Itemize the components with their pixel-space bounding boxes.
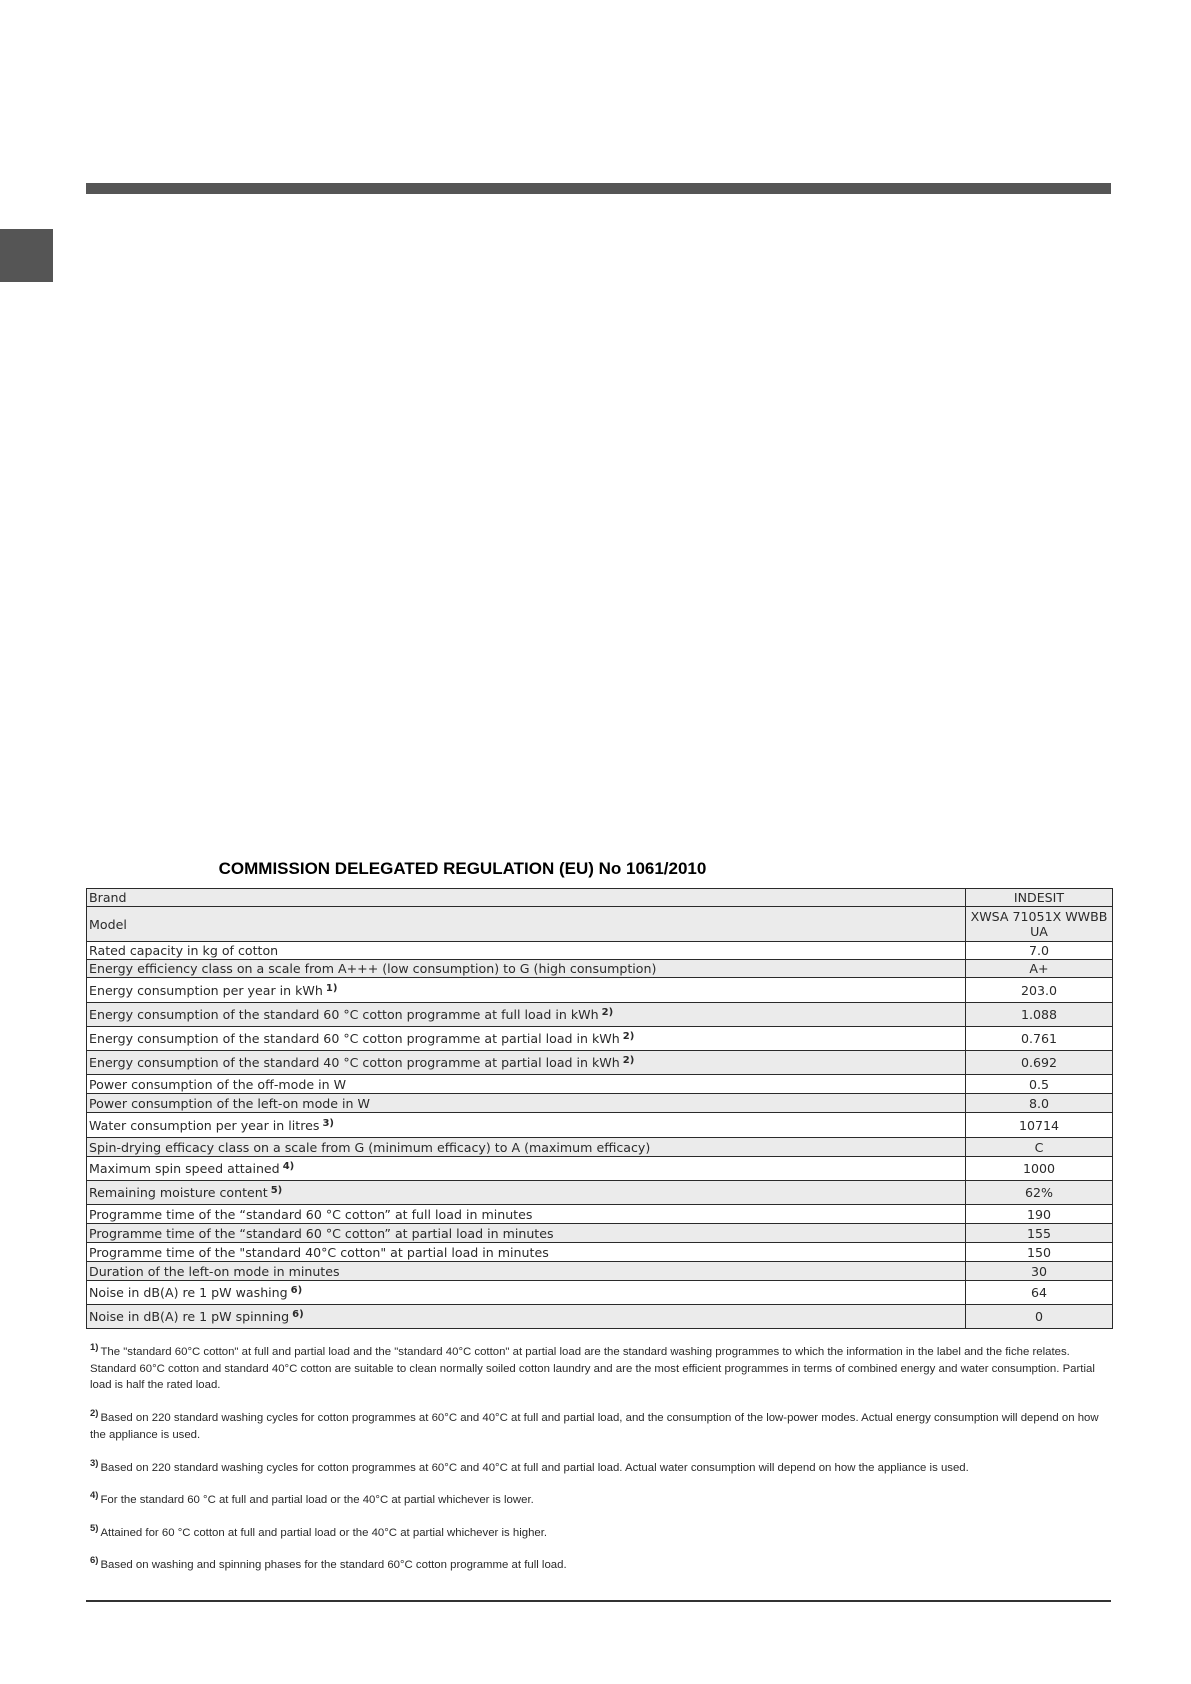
table-row: [87, 1262, 1113, 1281]
table-row: [87, 942, 1113, 960]
table-row: [87, 1181, 1113, 1205]
footnotes: [90, 1340, 1110, 1586]
footnote-2: $^{2)}$ Based on 220 standard washing cycles for cotton programmes at 60°C and 40°C at full and partial load, and the consumption of the low-power modes. Actual energy consumption will depend on how the appliance is used.: [90, 1408, 1099, 1441]
footnote-6: $^{6)}$ Based on washing and spinning phases for the standard 60°C cotton programme at full load.: [90, 1555, 567, 1572]
row-value: 0: [966, 1305, 1113, 1329]
footnote-ref: 3): [322, 1117, 334, 1129]
row-label: Maximum spin speed attained $^{4)}$: [87, 1157, 966, 1181]
table-row: [87, 889, 1113, 907]
row-label: Energy consumption per year in kWh $^{1)}$: [87, 978, 966, 1003]
row-value: 190: [966, 1205, 1113, 1224]
row-label: Power consumption of the off-mode in W: [87, 1075, 966, 1094]
table-row: [87, 1281, 1113, 1305]
table-row: [87, 1305, 1113, 1329]
row-value: C: [966, 1138, 1113, 1157]
row-value: 30: [966, 1262, 1113, 1281]
table-row: [87, 1157, 1113, 1181]
row-value: 203.0: [966, 978, 1113, 1003]
footer-rule: [86, 1600, 1111, 1602]
row-value: 155: [966, 1224, 1113, 1243]
row-label: Programme time of the “standard 60 °C cotton” at partial load in minutes: [87, 1224, 966, 1243]
footnote-ref: 5): [270, 1185, 283, 1196]
table-row: [87, 1094, 1113, 1113]
footnote-ref: 6): [290, 1285, 303, 1296]
section-tab-marker: [0, 229, 53, 282]
footnote-5: $^{5)}$ Attained for 60 °C cotton at full and partial load or the 40°C at partial whichever is higher.: [90, 1522, 548, 1539]
footnote-4: $^{4)}$ For the standard 60 °C at full and partial load or the 40°C at partial whichever is lower.: [90, 1490, 534, 1506]
row-label: Spin-drying efficacy class on a scale from G (minimum efficacy) to A (maximum efficacy): [87, 1138, 966, 1157]
row-value: 0.5: [966, 1075, 1113, 1094]
row-value: 62%: [966, 1181, 1113, 1205]
row-label: Rated capacity in kg of cotton: [87, 942, 966, 960]
row-value: XWSA 71051X WWBB UA: [966, 907, 1113, 942]
table-row: [87, 978, 1113, 1003]
row-value: A+: [966, 960, 1113, 978]
table-row: [87, 1027, 1113, 1051]
row-value: 1.088: [966, 1003, 1113, 1027]
table-row: [87, 1243, 1113, 1262]
row-value: 10714: [966, 1113, 1113, 1138]
footnote-ref: 6): [292, 1309, 304, 1320]
table-row: [87, 1075, 1113, 1094]
row-label: Water consumption per year in litres $^{3)}$: [87, 1113, 966, 1138]
table-row: [87, 1051, 1113, 1075]
footnote-ref: 2): [622, 1055, 635, 1066]
row-label: Brand: [87, 889, 966, 907]
row-label: Energy consumption of the standard 60 °C cotton programme at partial load in kWh $^{2)}$: [87, 1027, 966, 1051]
row-label: Noise in dB(A) re 1 pW spinning $^{6)}$: [87, 1305, 966, 1329]
row-label: Energy consumption of the standard 60 °C cotton programme at full load in kWh $^{2)}$: [87, 1003, 966, 1027]
table-row: [87, 1138, 1113, 1157]
row-value: 0.692: [966, 1051, 1113, 1075]
row-label: Energy efficiency class on a scale from A+++ (low consumption) to G (high consumption): [87, 960, 966, 978]
row-label: Programme time of the “standard 60 °C cotton” at full load in minutes: [87, 1205, 966, 1224]
table-row: [87, 960, 1113, 978]
table-row: [87, 1003, 1113, 1027]
header-rule: [86, 183, 1111, 194]
row-value: 7.0: [966, 942, 1113, 960]
regulation-title: COMMISSION DELEGATED REGULATION (EU) No 1061/2010: [218, 859, 707, 878]
table-row: [87, 1205, 1113, 1224]
footnote-1: $^{1)}$ The "standard 60°C cotton" at full and partial load and the "standard 40°C cotton" at partial load are the standard washing programmes to which the information in the label and the fiche relates. Standard 60°C cotton and standard 40°C cotton are suitable to clean normally soiled cotton laundry and are the most efficient programmes in terms of combined energy and water consumption. Partial load is half the rated load.: [90, 1342, 1095, 1392]
row-label: Noise in dB(A) re 1 pW washing $^{6)}$: [87, 1281, 966, 1305]
row-value: 1000: [966, 1157, 1113, 1181]
footnote-3: $^{3)}$ Based on 220 standard washing cycles for cotton programmes at 60°C and 40°C at full and partial load. Actual water consumption will depend on how the appliance is used.: [90, 1457, 969, 1474]
product-fiche-table: [86, 888, 1113, 1329]
footnote-ref: 4): [282, 1161, 295, 1172]
row-label: Power consumption of the left-on mode in W: [87, 1094, 966, 1113]
table-row: [87, 1224, 1113, 1243]
footnote-ref: 2): [601, 1007, 614, 1018]
footnote-ref: 1): [325, 982, 338, 994]
table-row: [87, 907, 1113, 942]
footnote-ref: 2): [622, 1031, 635, 1042]
row-label: Programme time of the "standard 40°C cotton" at partial load in minutes: [87, 1243, 966, 1262]
row-value: 0.761: [966, 1027, 1113, 1051]
row-label: Model: [87, 907, 966, 942]
row-value: 8.0: [966, 1094, 1113, 1113]
row-label: Energy consumption of the standard 40 °C cotton programme at partial load in kWh $^{2)}$: [87, 1051, 966, 1075]
row-label: Duration of the left-on mode in minutes: [87, 1262, 966, 1281]
row-value: 64: [966, 1281, 1113, 1305]
row-value: INDESIT: [966, 889, 1113, 907]
row-value: 150: [966, 1243, 1113, 1262]
row-label: Remaining moisture content $^{5)}$: [87, 1181, 966, 1205]
table-row: [87, 1113, 1113, 1138]
